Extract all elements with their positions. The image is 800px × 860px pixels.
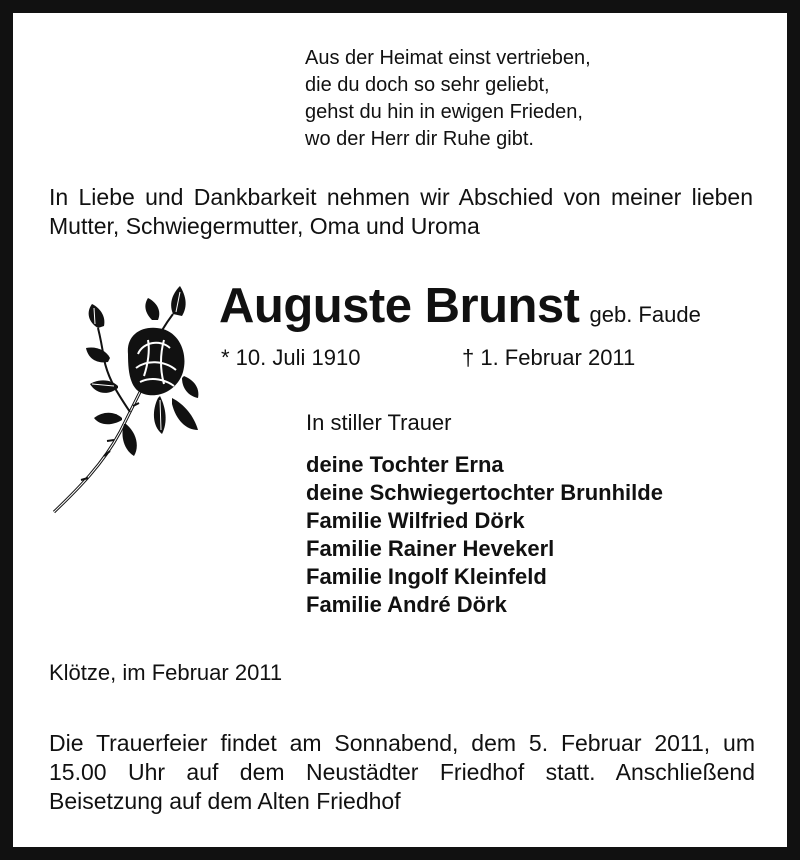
- mourner: Familie Rainer Hevekerl: [306, 536, 555, 561]
- intro-text: In Liebe und Dankbarkeit nehmen wir Abschied von meiner lieben Mutter, Schwiegermutter, Oma und Uroma: [49, 184, 753, 239]
- mourner: Familie André Dörk: [306, 592, 507, 617]
- mourner: Familie Ingolf Kleinfeld: [306, 564, 547, 589]
- deceased-name-row: [219, 278, 701, 334]
- maiden-name: geb. Faude: [589, 302, 701, 327]
- place-date: Klötze, im Februar 2011: [49, 660, 283, 685]
- poem-line: wo der Herr dir Ruhe gibt.: [305, 128, 534, 150]
- rose-icon: [48, 284, 208, 520]
- mourning-heading: In stiller Trauer: [306, 410, 452, 435]
- poem-line: die du doch so sehr geliebt,: [305, 74, 550, 96]
- mourner: Familie Wilfried Dörk: [306, 508, 525, 533]
- funeral-notice: Die Trauerfeier findet am Sonnabend, dem 5. Februar 2011, um 15.00 Uhr auf dem Neustädter Friedhof statt. Anschließend Beisetzung auf dem Alten Friedhof: [49, 730, 755, 814]
- poem-line: gehst du hin in ewigen Frieden,: [305, 101, 583, 123]
- poem-line: Aus der Heimat einst vertrieben,: [305, 47, 591, 69]
- mourner: deine Tochter Erna: [306, 452, 504, 477]
- poem: [305, 45, 591, 153]
- death-date: † 1. Februar 2011: [462, 345, 636, 370]
- birth-date: * 10. Juli 1910: [221, 345, 361, 370]
- mourners-list: [306, 451, 663, 619]
- mourner: deine Schwiegertochter Brunhilde: [306, 480, 663, 505]
- deceased-name: Auguste Brunst: [219, 279, 580, 333]
